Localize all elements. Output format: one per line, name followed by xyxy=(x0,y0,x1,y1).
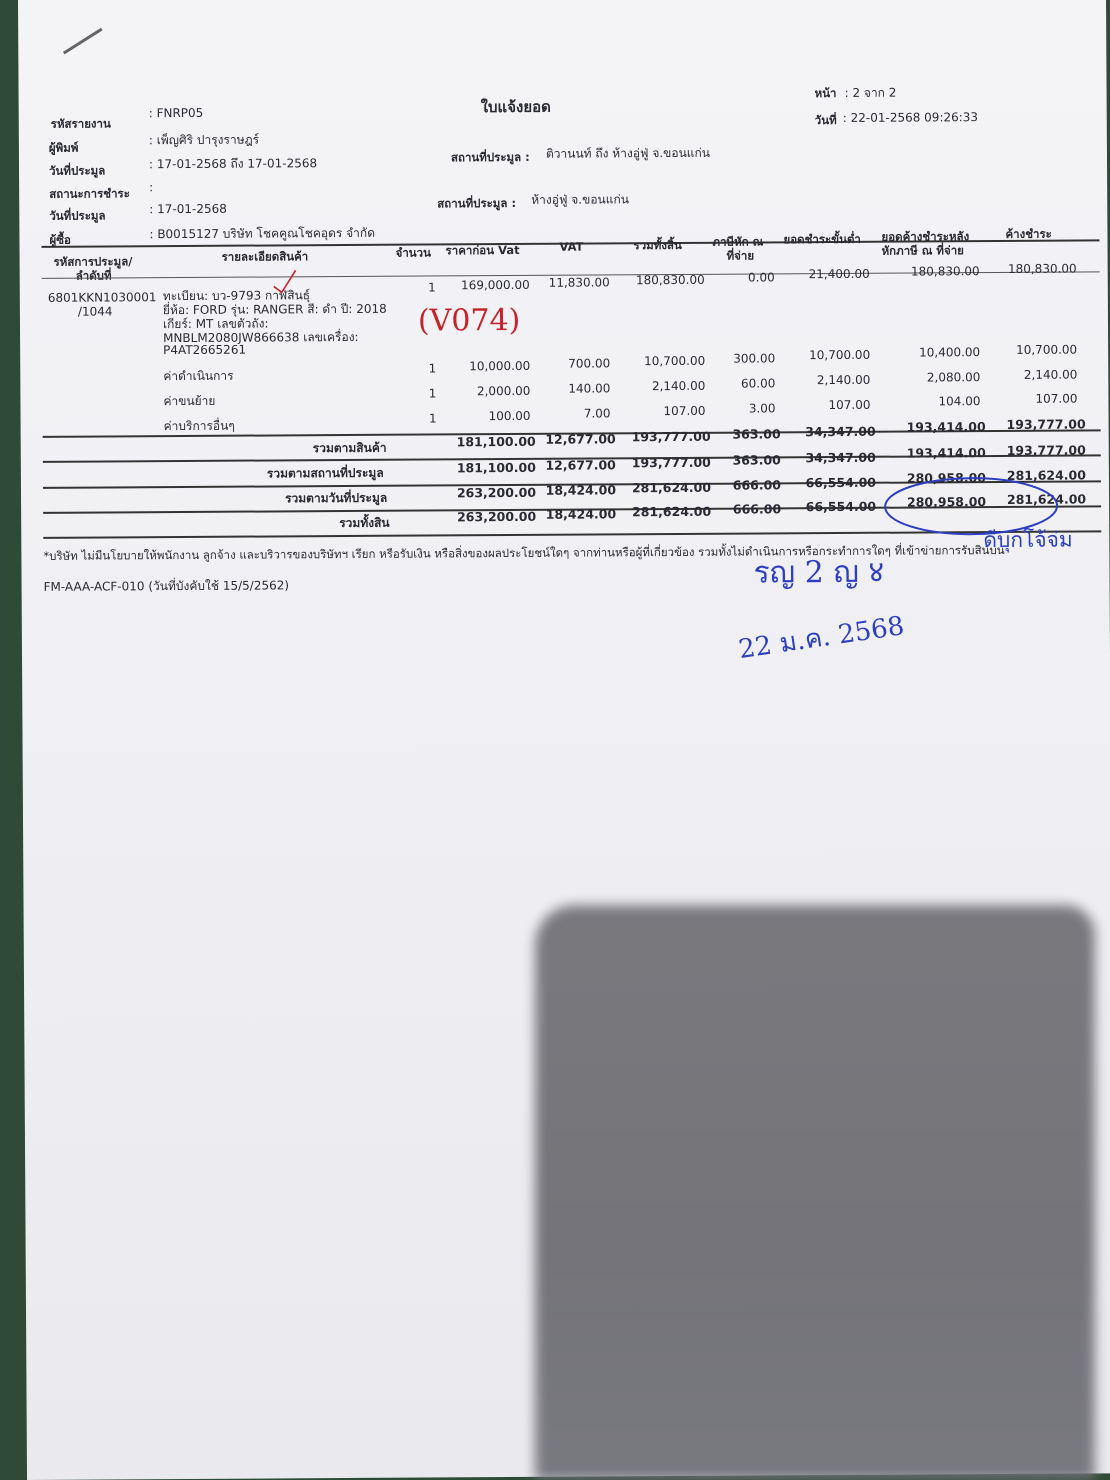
fee-total: 107.00 xyxy=(663,403,706,419)
total-total: 281,624.00 xyxy=(632,503,712,520)
total-total: 193,777.00 xyxy=(631,454,711,471)
venue-label-2: สถานที่ประมูล : xyxy=(437,195,517,211)
item-detail-1: ทะเบียน: บว-9793 กาฬสินธุ์ xyxy=(162,288,311,304)
item-code-2: /1044 xyxy=(77,304,113,319)
total-min-pay: 34,347.00 xyxy=(805,423,876,440)
auction-date2-label: วันที่ประมูล xyxy=(49,208,106,223)
disclaimer-text: *บริษัท ไม่มีนโยบายให้พนักงาน ลูกจ้าง และบริวารของบริษัทฯ เรียก หรือรับเงิน หรือสิ่งของผลประโยชน์ใดๆ จากท่านหรือผู้ที่เกี่ยวข้อง รวมทั้งไม่ดำเนินการหรือกระทำการใดๆ ที่เข้าข่ายการรับสินบน xyxy=(43,542,1005,563)
col-outstanding-1: ยอดค้างชำระหลัง xyxy=(881,229,970,244)
total-wht: 666.00 xyxy=(732,501,782,517)
fee-min-pay: 10,700.00 xyxy=(809,347,871,363)
total-wht: 363.00 xyxy=(732,426,781,442)
payment-status-label: สถานะการชำระ xyxy=(49,186,130,201)
col-wht-2: ที่จ่าย xyxy=(726,248,755,263)
fee-outstanding: 104.00 xyxy=(938,394,981,409)
print-date-value: : 22-01-2568 09:26:33 xyxy=(842,110,979,125)
page-label: หน้า xyxy=(814,86,837,101)
total-total: 281,624.00 xyxy=(631,479,712,496)
fee-price: 10,000.00 xyxy=(469,358,531,374)
total-min-pay: 34,347.00 xyxy=(805,449,876,466)
handwritten-red-note: (V074) xyxy=(417,302,521,339)
fee-min-pay: 107.00 xyxy=(828,397,871,413)
col-vat: VAT xyxy=(559,239,584,254)
item-min-pay: 21,400.00 xyxy=(808,266,870,282)
total-label: รวมทั้งสิน xyxy=(339,515,390,531)
total-outstanding: 280,958.00 xyxy=(906,494,987,510)
item-detail-3: เกียร์: MT เลขตัวถัง: xyxy=(162,316,269,332)
total-vat: 18,424.00 xyxy=(545,506,617,522)
handwritten-blue-initials: รญ 2 ญ ४ xyxy=(753,554,885,591)
total-price: 181,100.00 xyxy=(456,433,536,450)
fee-min-pay: 2,140.00 xyxy=(816,372,871,388)
form-code: FM-AAA-ACF-010 (วันที่บังคับใช้ 15/5/2562) xyxy=(43,578,290,594)
total-wht: 363.00 xyxy=(732,452,781,468)
fee-total: 10,700.00 xyxy=(644,353,706,369)
page-value: : 2 จาก 2 xyxy=(844,85,897,100)
total-outstanding: 193,414.00 xyxy=(906,419,986,435)
report-code-label: รหัสรายงาน xyxy=(50,116,111,131)
col-detail: รายละเอียดสินค้า xyxy=(221,249,309,264)
total-vat: 18,424.00 xyxy=(545,482,617,498)
item-total: 180,830.00 xyxy=(635,272,705,288)
total-label: รวมตามสถานที่ประมูล xyxy=(266,465,384,481)
fee-wht: 300.00 xyxy=(733,351,776,366)
total-price: 263,200.00 xyxy=(456,484,537,501)
fee-qty: 1 xyxy=(428,386,437,401)
fee-outstanding: 10,400.00 xyxy=(919,345,981,360)
fee-vat: 700.00 xyxy=(568,356,611,371)
venue-value-1: ติวานนท์ ถึง ห้างอู่ฟู่ จ.ขอนแก่น xyxy=(545,145,711,161)
item-outstanding: 180,830.00 xyxy=(910,264,980,279)
fee-name: ค่าดำเนินการ xyxy=(163,368,234,384)
total-min-pay: 66,554.00 xyxy=(805,474,877,491)
fee-outstanding: 2,080.00 xyxy=(926,370,981,385)
total-min-pay: 66,554.00 xyxy=(805,498,877,515)
item-detail-4: MNBLM2080JW866638 เลขเครื่อง: xyxy=(163,329,359,346)
total-due: 193,777.00 xyxy=(1006,442,1086,458)
venue-label-1: สถานที่ประมูล : xyxy=(450,149,530,165)
total-wht: 666.00 xyxy=(732,477,782,493)
total-total: 193,777.00 xyxy=(631,428,711,445)
buyer-value: : B0015127 บริษัท โชคคูณโชคอุดร จำกัด xyxy=(149,225,376,242)
fee-wht: 3.00 xyxy=(748,401,776,416)
handwritten-blue-signature: ดีบุกโจ้จ่ม xyxy=(983,527,1073,553)
fee-price: 100.00 xyxy=(488,408,531,424)
col-outstanding-2: หักภาษี ณ ที่จ่าย xyxy=(881,243,964,258)
fee-wht: 60.00 xyxy=(740,376,776,391)
total-due: 281,624.00 xyxy=(1006,491,1087,507)
item-detail-5: P4AT2665261 xyxy=(163,342,247,358)
item-code-1: 6801KKN1030001 xyxy=(47,290,157,305)
col-total: รวมทั้งสิ้น xyxy=(633,237,682,253)
total-price: 263,200.00 xyxy=(457,508,537,525)
col-price: ราคาก่อน Vat xyxy=(445,242,520,258)
item-wht: 0.00 xyxy=(747,270,775,285)
auction-date-label: วันที่ประมูล xyxy=(49,163,106,178)
item-qty: 1 xyxy=(428,280,436,295)
fee-total: 2,140.00 xyxy=(651,378,706,394)
pencil-mark xyxy=(63,28,103,55)
total-vat: 12,677.00 xyxy=(545,457,616,473)
col-code-1: รหัสการประมูล/ xyxy=(53,254,133,269)
payment-status-value: : xyxy=(149,180,154,195)
handwritten-date-stamp: 22 ม.ค. 2568 xyxy=(736,611,907,666)
document-title: ใบแจ้งยอด xyxy=(480,97,551,117)
item-due: 180,830.00 xyxy=(1007,261,1077,276)
total-price: 181,100.00 xyxy=(456,459,536,476)
col-due: ค้างชำระ xyxy=(1005,226,1052,241)
print-date-label: วันที่ xyxy=(814,113,837,128)
fee-qty: 1 xyxy=(428,411,437,426)
hand-shadow xyxy=(535,905,1095,1480)
col-min-pay: ยอดชำระขั้นต่ำ xyxy=(783,231,861,247)
total-outstanding: 193,414.00 xyxy=(906,445,986,461)
fee-qty: 1 xyxy=(428,361,437,376)
total-label: รวมตามสินค้า xyxy=(312,440,387,456)
item-price: 169,000.00 xyxy=(460,277,530,293)
printer-value: : เพ็ญศิริ ปารุงราษฎร์ xyxy=(148,132,260,148)
fee-vat: 140.00 xyxy=(568,381,611,396)
fee-price: 2,000.00 xyxy=(476,383,531,399)
fee-due: 10,700.00 xyxy=(1016,342,1078,357)
fee-due: 2,140.00 xyxy=(1023,367,1078,382)
total-label: รวมตามวันที่ประมูล xyxy=(285,490,388,506)
total-due: 281,624.00 xyxy=(1006,467,1086,483)
total-vat: 12,677.00 xyxy=(545,431,616,447)
col-code-2: ลำดับที่ xyxy=(75,268,112,283)
red-checkmark xyxy=(270,266,300,296)
fee-due: 107.00 xyxy=(1035,391,1078,406)
fee-name: ค่าบริการอื่นๆ xyxy=(163,418,235,434)
total-due: 193,777.00 xyxy=(1006,416,1086,432)
auction-date-value: : 17-01-2568 ถึง 17-01-2568 xyxy=(148,156,318,172)
item-vat: 11,830.00 xyxy=(548,275,610,290)
buyer-label: ผู้ซื้อ xyxy=(49,232,71,247)
report-code-value: : FNRP05 xyxy=(148,105,204,121)
item-detail-2: ยี่ห้อ: FORD รุ่น: RANGER สี: ดำ ปี: 2018 xyxy=(162,301,387,318)
fee-vat: 7.00 xyxy=(583,406,611,421)
auction-date2-value: : 17-01-2568 xyxy=(149,201,227,217)
col-qty: จำนวน xyxy=(395,245,431,260)
venue-value-2: ห้างอู่ฟู่ จ.ขอนแก่น xyxy=(531,192,629,207)
total-outstanding: 280,958.00 xyxy=(906,470,986,486)
fee-name: ค่าขนย้าย xyxy=(163,393,216,409)
col-wht-1: ภาษีหัก ณ xyxy=(712,234,764,249)
printer-label: ผู้พิมพ์ xyxy=(48,140,79,155)
